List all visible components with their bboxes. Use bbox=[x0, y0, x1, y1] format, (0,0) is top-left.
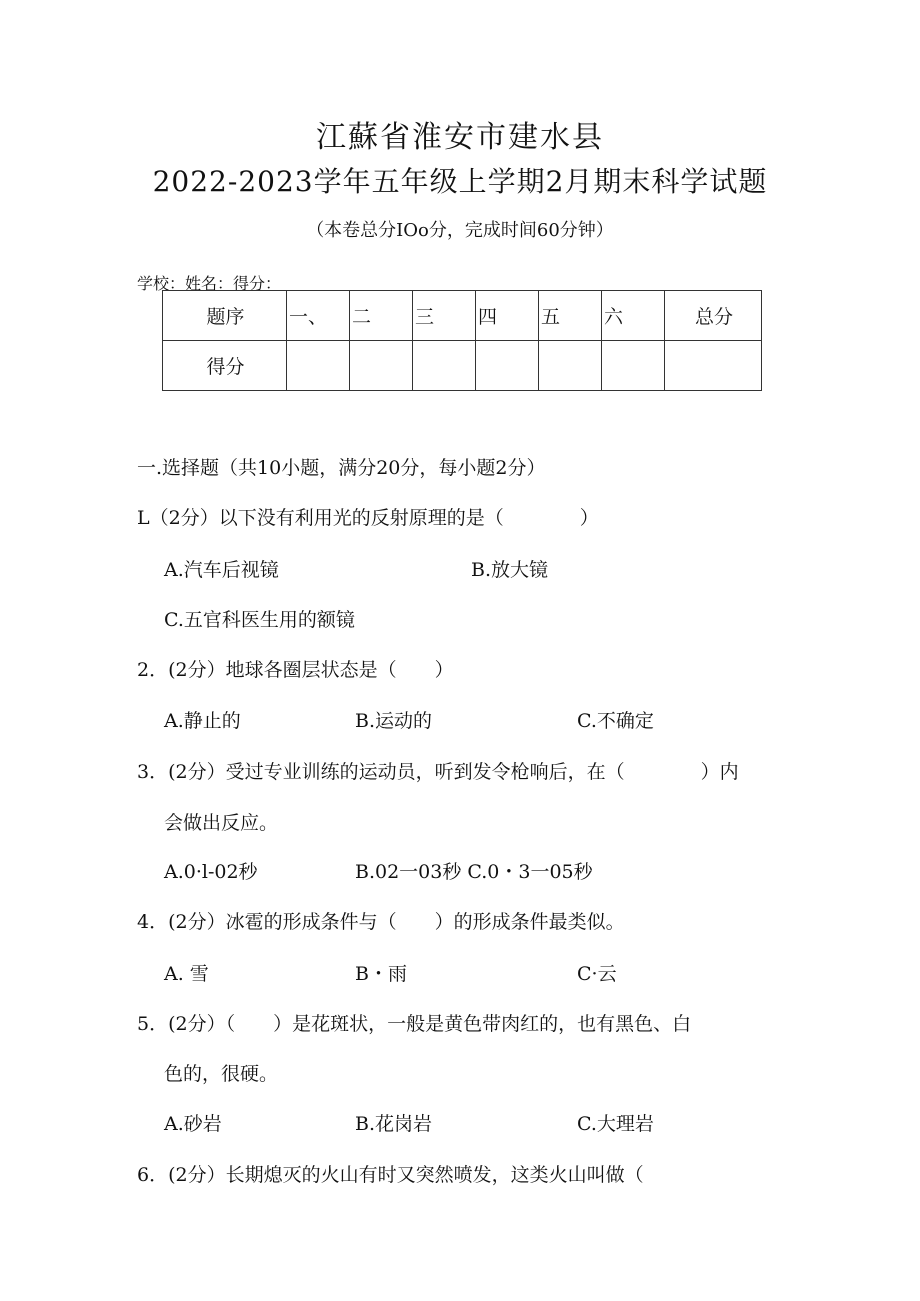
score-table-cell: 四 bbox=[476, 291, 539, 341]
score-input-cell[interactable] bbox=[287, 341, 350, 391]
score-table-cell: 得分 bbox=[163, 341, 287, 391]
question-5-stem: 5．(2分）（ ）是花斑状，一般是黄色带肉红的，也有黑色、白 bbox=[137, 1013, 692, 1035]
score-table bbox=[162, 290, 762, 391]
score-table-cell: 六 bbox=[602, 291, 665, 341]
question-1-option-b: B.放大镜 bbox=[471, 559, 549, 581]
score-table-header-row bbox=[163, 291, 762, 341]
question-5-option-b: B.花岗岩 bbox=[355, 1113, 433, 1135]
score-input-cell[interactable] bbox=[602, 341, 665, 391]
question-1-option-c: C.五官科医生用的额镜 bbox=[164, 609, 355, 631]
question-5-stem-continued: 色的，很硬。 bbox=[164, 1063, 279, 1085]
question-2-option-c: C.不确定 bbox=[577, 710, 654, 732]
exam-title-region: 江蘇省淮安市建水县 bbox=[316, 120, 604, 155]
question-4-option-b: B・雨 bbox=[355, 963, 407, 985]
question-3-stem-continued: 会做出反应。 bbox=[164, 812, 279, 834]
score-input-cell[interactable] bbox=[413, 341, 476, 391]
student-info-line: 学校：姓名：得分： bbox=[137, 274, 282, 293]
question-6-stem: 6．(2分）长期熄灭的火山有时又突然喷发，这类火山叫做（ bbox=[137, 1164, 644, 1186]
question-4-option-c: C·云 bbox=[577, 963, 617, 985]
question-1-stem: L（2分）以下没有利用光的反射原理的是（ ） bbox=[137, 507, 599, 529]
question-2-option-b: B.运动的 bbox=[355, 710, 433, 732]
question-2-option-a: A.静止的 bbox=[164, 710, 241, 732]
score-table-cell: 五 bbox=[539, 291, 602, 341]
exam-title: 2022-2023学年五年级上学期2月期末科学试题 bbox=[152, 165, 768, 198]
question-5-option-c: C.大理岩 bbox=[577, 1113, 654, 1135]
score-table-score-row bbox=[163, 341, 762, 391]
question-1-option-a: A.汽车后视镜 bbox=[164, 559, 279, 581]
question-3-option-a: A.0·l-02秒 bbox=[164, 861, 258, 883]
exam-subtitle: （本卷总分IOo分，完成时间60分钟） bbox=[306, 220, 614, 241]
score-table-cell: 三 bbox=[413, 291, 476, 341]
score-input-cell[interactable] bbox=[476, 341, 539, 391]
score-table-cell: 二 bbox=[350, 291, 413, 341]
question-3-stem: 3．(2分）受过专业训练的运动员，听到发令枪响后，在（ ）内 bbox=[137, 761, 739, 783]
question-3-option-bc: B.02一03秒 C.0・3一05秒 bbox=[355, 861, 593, 883]
score-table-cell: 一、 bbox=[287, 291, 350, 341]
score-input-cell[interactable] bbox=[539, 341, 602, 391]
question-4-option-a: A. 雪 bbox=[164, 963, 209, 985]
score-table-cell: 总分 bbox=[665, 291, 762, 341]
question-2-stem: 2．(2分）地球各圈层状态是（ ） bbox=[137, 659, 454, 681]
score-input-cell[interactable] bbox=[350, 341, 413, 391]
score-input-cell[interactable] bbox=[665, 341, 762, 391]
question-5-option-a: A.砂岩 bbox=[164, 1113, 222, 1135]
score-table-cell: 题序 bbox=[163, 291, 287, 341]
section-heading: 一.选择题（共10小题，满分20分，每小题2分） bbox=[137, 457, 546, 479]
question-4-stem: 4．(2分）冰雹的形成条件与（ ）的形成条件最类似。 bbox=[137, 911, 625, 933]
